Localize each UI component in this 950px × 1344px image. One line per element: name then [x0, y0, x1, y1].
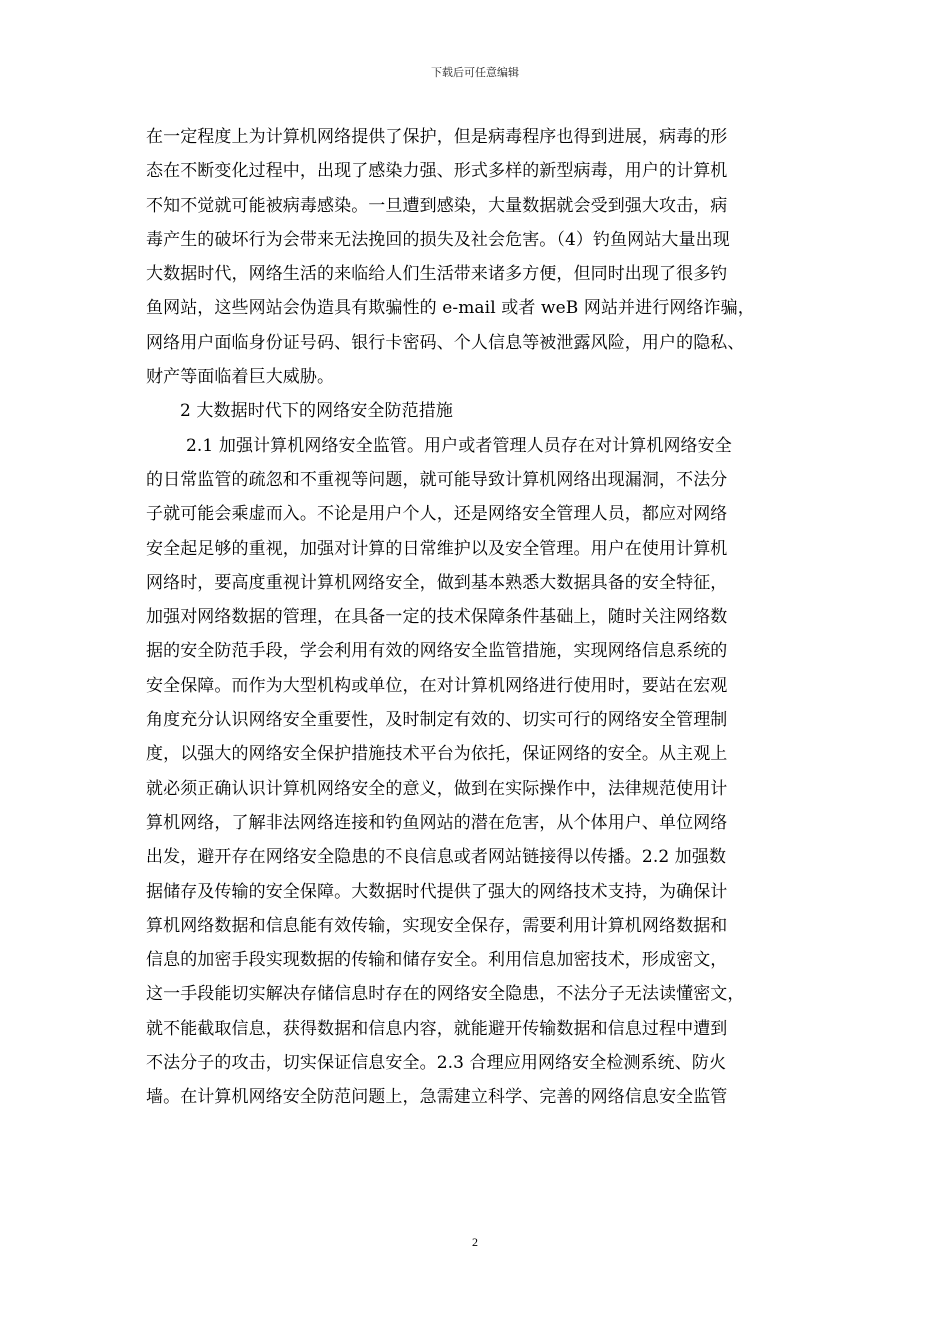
- text-line: 出发，避开存在网络安全隐患的不良信息或者网站链接得以传播。2.2 加强数: [146, 847, 727, 868]
- text-line: 的日常监管的疏忽和不重视等问题，就可能导致计算机网络出现漏洞，不法分: [146, 469, 728, 490]
- text-line: 这一手段能切实解决存储信息时存在的网络安全隐患，不法分子无法读懂密文，: [146, 984, 745, 1005]
- text-line: 度，以强大的网络安全保护措施技术平台为依托，保证网络的安全。从主观上: [146, 744, 728, 765]
- text-line: 在一定程度上为计算机网络提供了保护，但是病毒程序也得到进展，病毒的形: [146, 127, 728, 147]
- text-line: 财产等面临着巨大威胁。: [146, 367, 335, 388]
- subsection-lead-line: 2.1 加强计算机网络安全监管。用户或者管理人员存在对计算机网络安全: [186, 435, 732, 456]
- text-line: 子就可能会乘虚而入。不论是用户个人，还是网络安全管理人员，都应对网络: [146, 504, 728, 525]
- text-line: 据的安全防范手段，学会利用有效的网络安全监管措施，实现网络信息系统的: [146, 641, 728, 662]
- page-header: 下载后可任意编辑: [431, 66, 519, 79]
- text-line: 就必须正确认识计算机网络安全的意义，做到在实际操作中，法律规范使用计: [146, 778, 728, 799]
- text-line: 墙。在计算机网络安全防范问题上，急需建立科学、完善的网络信息安全监管: [146, 1087, 728, 1108]
- text-line: 角度充分认识网络安全重要性，及时制定有效的、切实可行的网络安全管理制: [146, 710, 728, 731]
- text-line: 加强对网络数据的管理，在具备一定的技术保障条件基础上，随时关注网络数: [146, 607, 728, 628]
- text-line: 不知不觉就可能被病毒感染。一旦遭到感染，大量数据就会受到强大攻击，病: [146, 195, 728, 216]
- text-line: 安全保障。而作为大型机构或单位，在对计算机网络进行使用时，要站在宏观: [146, 675, 728, 696]
- text-line: 态在不断变化过程中，出现了感染力强、形式多样的新型病毒，用户的计算机: [146, 161, 728, 182]
- text-line: 据储存及传输的安全保障。大数据时代提供了强大的网络技术支持，为确保计: [146, 881, 728, 902]
- text-line: 鱼网站，这些网站会伪造具有欺骗性的 e-mail 或者 weB 网站并进行网络诈骗，: [146, 298, 755, 319]
- document-body: [146, 120, 826, 1115]
- text-line: 不法分子的攻击，切实保证信息安全。2.3 合理应用网络安全检测系统、防火: [146, 1053, 727, 1074]
- text-line: 安全起足够的重视，加强对计算的日常维护以及安全管理。用户在使用计算机: [146, 538, 728, 559]
- text-line: 算机网络数据和信息能有效传输，实现安全保存，需要利用计算机网络数据和: [146, 915, 728, 936]
- text-line: 大数据时代，网络生活的来临给人们生活带来诸多方便，但同时出现了很多钓: [146, 264, 728, 285]
- text-line: 就不能截取信息，获得数据和信息内容，就能避开传输数据和信息过程中遭到: [146, 1018, 728, 1039]
- text-line: 网络时，要高度重视计算机网络安全，做到基本熟悉大数据具备的安全特征，: [146, 572, 728, 593]
- text-line: 算机网络，了解非法网络连接和钓鱼网站的潜在危害，从个体用户、单位网络: [146, 812, 728, 833]
- page-number: 2: [472, 1235, 478, 1249]
- text-line: 毒产生的破坏行为会带来无法挽回的损失及社会危害。（4）钓鱼网站大量出现: [146, 229, 730, 250]
- text-line: 信息的加密手段实现数据的传输和储存安全。利用信息加密技术，形成密文，: [146, 950, 728, 971]
- section-heading: 2 大数据时代下的网络安全防范措施: [180, 401, 453, 422]
- text-line: 网络用户面临身份证号码、银行卡密码、个人信息等被泄露风险，用户的隐私、: [146, 332, 745, 353]
